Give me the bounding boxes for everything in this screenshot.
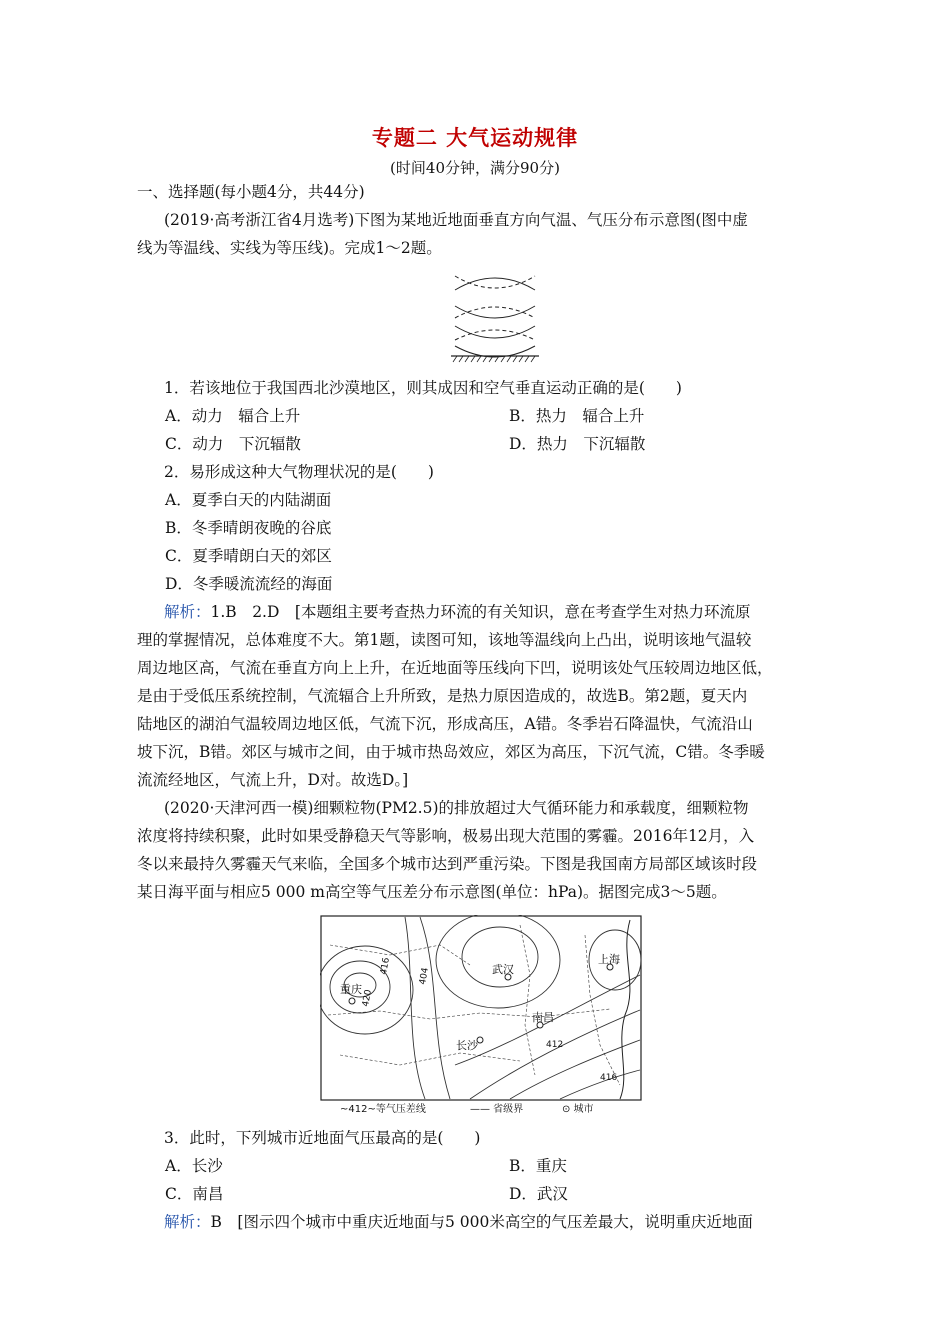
map-contour-label-416-w: 416	[379, 956, 392, 976]
q3-option-c: C．南昌	[165, 1185, 224, 1203]
analysis1-line-5: 陆地区的湖泊气温较周边地区低，气流下沉，形成高压，A错。冬季岩石降温快，气流沿山	[137, 715, 753, 733]
q1-option-b: B．热力 辐合上升	[509, 407, 645, 425]
intro1-line-1: (2019·高考浙江省4月选考)下图为某地近地面垂直方向气温、气压分布示意图(图中虚	[164, 211, 748, 229]
q3-option-a: A．长沙	[165, 1157, 223, 1175]
analysis1-line-3: 周边地区高，气流在垂直方向上上升，在近地面等压线向下凹，说明该处气压较周边地区低，	[137, 659, 773, 677]
temperature-pressure-figure	[445, 268, 545, 368]
map-city-chongqing: 重庆	[340, 983, 362, 996]
map-city-nanchang: 南昌	[532, 1011, 554, 1024]
map-city-shanghai: 上海	[598, 953, 620, 966]
map-legend-city: ⊙ 城市	[562, 1104, 594, 1115]
analysis1-line-6: 坡下沉，B错。郊区与城市之间，由于城市热岛效应，郊区为高压，下沉气流，C错。冬季暖	[137, 743, 765, 761]
q2-option-c: C．夏季晴朗白天的郊区	[165, 547, 332, 565]
q2-stem: 2．易形成这种大气物理状况的是( )	[164, 463, 434, 481]
map-city-wuhan: 武汉	[492, 963, 514, 976]
intro2-line-3: 冬以来最持久雾霾天气来临，全国多个城市达到严重污染。下图是我国南方局部区域该时段	[137, 855, 758, 873]
map-contour-label-420: 420	[361, 988, 374, 1008]
q3-stem: 3．此时，下列城市近地面气压最高的是( )	[164, 1129, 481, 1147]
map-legend-border: —— 省级界	[470, 1104, 524, 1115]
intro2-line-2: 浓度将持续积聚，此时如果受静稳天气等影响，极易出现大范围的雾霾。2016年12月，入	[137, 827, 755, 845]
intro1-line-2: 线为等温线、实线为等压线)。完成1～2题。	[137, 239, 442, 257]
map-contour-label-404: 404	[418, 966, 431, 986]
map-contour-label-412: 412	[546, 1040, 564, 1050]
analysis1-line-2: 理的掌握情况，总体难度不大。第1题，读图可知，该地等温线向上凸出，说明该地气温较	[137, 631, 752, 649]
q2-option-a: A．夏季白天的内陆湖面	[165, 491, 332, 509]
analysis1-line-1: 解析：1.B 2.D [本题组主要考查热力环流的有关知识，意在考查学生对热力环流原	[164, 603, 751, 621]
page-title: 专题二 大气运动规律	[371, 126, 579, 150]
q1-option-c: C．动力 下沉辐散	[165, 435, 301, 453]
map-legend-isobar: ~412~等气压差线	[340, 1104, 426, 1115]
analysis3-label: 解析：	[164, 1213, 211, 1231]
analysis1-line-4: 是由于受低压系统控制，气流辐合上升所致，是热力原因造成的，故选B。第2题，夏天内	[137, 687, 748, 705]
q1-option-a: A．动力 辐合上升	[165, 407, 301, 425]
q3-option-b: B．重庆	[509, 1157, 567, 1175]
intro2-line-1: (2020·天津河西一模)细颗粒物(PM2.5)的排放超过大气循环能力和承载度，细颗粒物	[164, 799, 749, 817]
q2-option-d: D．冬季暖流流经的海面	[165, 575, 333, 593]
isobar-difference-map	[320, 915, 642, 1115]
q1-option-d: D．热力 下沉辐散	[509, 435, 646, 453]
analysis1-line-7: 流流经地区，气流上升，D对。故选D。]	[137, 771, 409, 789]
analysis3-line-1: 解析：B [图示四个城市中重庆近地面与5 000米高空的气压差最大，说明重庆近地面	[164, 1213, 753, 1231]
q3-option-d: D．武汉	[509, 1185, 568, 1203]
page-subtitle: (时间40分钟，满分90分)	[390, 159, 560, 177]
section-heading: 一、选择题(每小题4分，共44分)	[137, 183, 365, 201]
map-contour-label-416-se: 416	[600, 1073, 618, 1083]
q1-stem: 1．若该地位于我国西北沙漠地区，则其成因和空气垂直运动正确的是( )	[164, 379, 682, 397]
intro2-line-4: 某日海平面与相应5 000 m高空等气压差分布示意图(单位：hPa)。据图完成3～5题。	[137, 883, 727, 901]
map-city-changsha: 长沙	[456, 1039, 478, 1052]
analysis1-label: 解析：	[164, 603, 211, 621]
q2-option-b: B．冬季晴朗夜晚的谷底	[165, 519, 332, 537]
